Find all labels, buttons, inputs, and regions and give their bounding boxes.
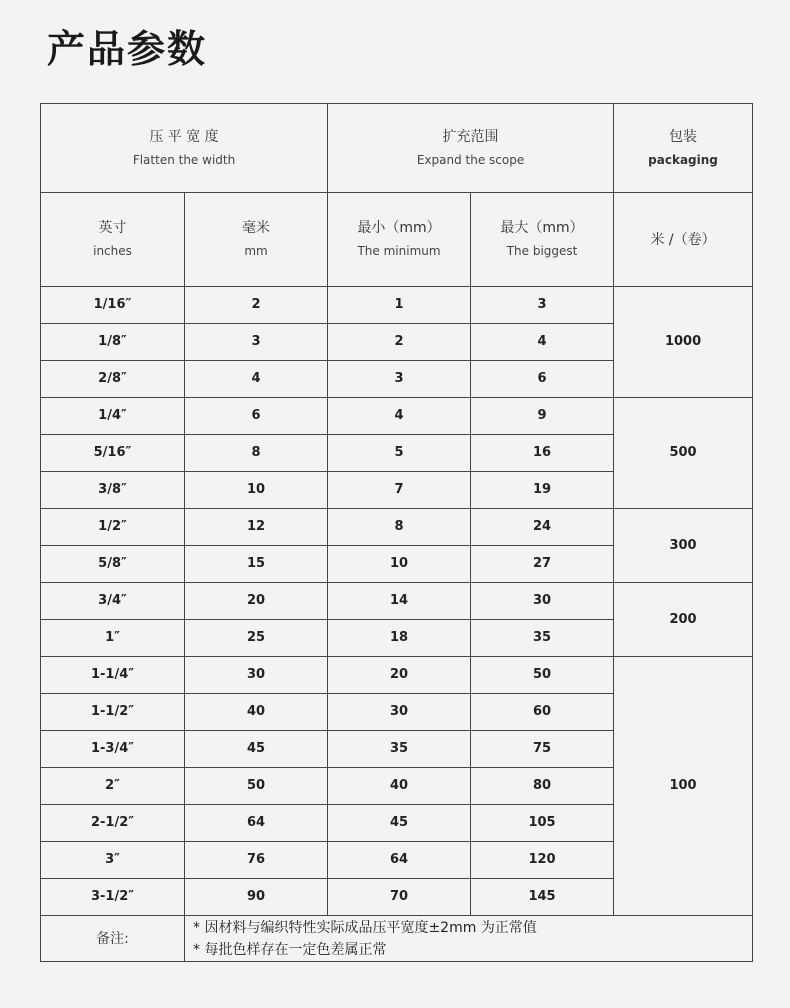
table-row (41, 509, 753, 546)
minimum-cell: 5 (328, 435, 471, 472)
biggest-cell: 75 (471, 731, 614, 768)
flatten-width-label-zh: 压 平 宽 度 (149, 128, 219, 145)
biggest-label-en: The biggest (506, 244, 578, 258)
flatten-width-header (41, 104, 328, 193)
minimum-header (328, 193, 471, 287)
minimum-cell: 14 (328, 583, 471, 620)
minimum-cell: 18 (328, 620, 471, 657)
mm-cell: 40 (185, 694, 328, 731)
mm-cell: 30 (185, 657, 328, 694)
packaging-unit-header (614, 193, 753, 287)
biggest-cell: 3 (471, 287, 614, 324)
minimum-cell: 3 (328, 361, 471, 398)
packaging-unit-label: 米 /（卷） (650, 231, 716, 248)
biggest-cell: 6 (471, 361, 614, 398)
inches-cell: 2-1/2″ (41, 805, 185, 842)
biggest-header (471, 193, 614, 287)
inches-cell: 1/4″ (41, 398, 185, 435)
inches-label-zh: 英寸 (98, 220, 127, 236)
biggest-cell: 16 (471, 435, 614, 472)
product-spec-table (40, 103, 753, 962)
packaging-label-en: packaging (648, 152, 718, 167)
minimum-cell: 45 (328, 805, 471, 842)
biggest-cell: 80 (471, 768, 614, 805)
table-row (41, 287, 753, 324)
biggest-cell: 120 (471, 842, 614, 879)
inches-cell: 5/16″ (41, 435, 185, 472)
packaging-label-zh: 包装 (669, 128, 698, 145)
inches-cell: 1/8″ (41, 324, 185, 361)
packaging-cell: 100 (614, 657, 753, 916)
mm-header (185, 193, 328, 287)
inches-cell: 3/4″ (41, 583, 185, 620)
biggest-label-zh: 最大（mm） (500, 220, 584, 236)
inches-cell: 1″ (41, 620, 185, 657)
notes-row (41, 916, 753, 962)
packaging-cell: 200 (614, 583, 753, 657)
mm-cell: 45 (185, 731, 328, 768)
biggest-cell: 19 (471, 472, 614, 509)
inches-cell: 2/8″ (41, 361, 185, 398)
table-row (41, 657, 753, 694)
minimum-label-en: The minimum (357, 244, 441, 258)
minimum-cell: 1 (328, 287, 471, 324)
biggest-cell: 4 (471, 324, 614, 361)
mm-cell: 15 (185, 546, 328, 583)
biggest-cell: 27 (471, 546, 614, 583)
note-line: * 因材料与编织特性实际成品压平宽度±2mm 为正常值 (193, 919, 537, 936)
packaging-cell: 1000 (614, 287, 753, 398)
header-row (41, 104, 753, 193)
minimum-cell: 8 (328, 509, 471, 546)
biggest-cell: 50 (471, 657, 614, 694)
inches-header (41, 193, 185, 287)
minimum-cell: 30 (328, 694, 471, 731)
note-line: * 每批色样存在一定色差属正常 (193, 941, 387, 958)
mm-cell: 12 (185, 509, 328, 546)
mm-cell: 64 (185, 805, 328, 842)
minimum-cell: 64 (328, 842, 471, 879)
minimum-cell: 7 (328, 472, 471, 509)
mm-cell: 25 (185, 620, 328, 657)
packaging-cell: 300 (614, 509, 753, 583)
mm-cell: 8 (185, 435, 328, 472)
packaging-header (614, 104, 753, 193)
biggest-cell: 105 (471, 805, 614, 842)
minimum-label-zh: 最小（mm） (357, 220, 441, 236)
biggest-cell: 35 (471, 620, 614, 657)
minimum-cell: 2 (328, 324, 471, 361)
notes-label: 备注: (41, 916, 185, 962)
mm-cell: 90 (185, 879, 328, 916)
flatten-width-label-en: Flatten the width (132, 152, 236, 167)
table-row (41, 583, 753, 620)
mm-cell: 3 (185, 324, 328, 361)
mm-cell: 2 (185, 287, 328, 324)
inches-cell: 1/16″ (41, 287, 185, 324)
mm-cell: 4 (185, 361, 328, 398)
inches-cell: 1/2″ (41, 509, 185, 546)
mm-cell: 6 (185, 398, 328, 435)
expand-scope-label-en: Expand the scope (416, 152, 525, 167)
mm-cell: 20 (185, 583, 328, 620)
inches-cell: 2″ (41, 768, 185, 805)
inches-cell: 5/8″ (41, 546, 185, 583)
inches-cell: 1-1/2″ (41, 694, 185, 731)
subheader-row (41, 193, 753, 287)
inches-label-en: inches (93, 244, 132, 258)
inches-cell: 1-3/4″ (41, 731, 185, 768)
table-row (41, 398, 753, 435)
inches-cell: 3-1/2″ (41, 879, 185, 916)
minimum-cell: 4 (328, 398, 471, 435)
expand-scope-label-zh: 扩充范围 (442, 128, 499, 145)
mm-cell: 10 (185, 472, 328, 509)
biggest-cell: 145 (471, 879, 614, 916)
minimum-cell: 10 (328, 546, 471, 583)
inches-cell: 3/8″ (41, 472, 185, 509)
mm-cell: 76 (185, 842, 328, 879)
minimum-cell: 35 (328, 731, 471, 768)
page-title: 产品参数 (47, 27, 208, 71)
minimum-cell: 20 (328, 657, 471, 694)
biggest-cell: 24 (471, 509, 614, 546)
biggest-cell: 9 (471, 398, 614, 435)
expand-scope-header (328, 104, 614, 193)
inches-cell: 1-1/4″ (41, 657, 185, 694)
mm-cell: 50 (185, 768, 328, 805)
minimum-cell: 40 (328, 768, 471, 805)
inches-cell: 3″ (41, 842, 185, 879)
biggest-cell: 30 (471, 583, 614, 620)
notes-content (185, 916, 753, 962)
minimum-cell: 70 (328, 879, 471, 916)
mm-label-zh: 毫米 (242, 220, 270, 236)
biggest-cell: 60 (471, 694, 614, 731)
packaging-cell: 500 (614, 398, 753, 509)
mm-label-en: mm (244, 244, 268, 258)
